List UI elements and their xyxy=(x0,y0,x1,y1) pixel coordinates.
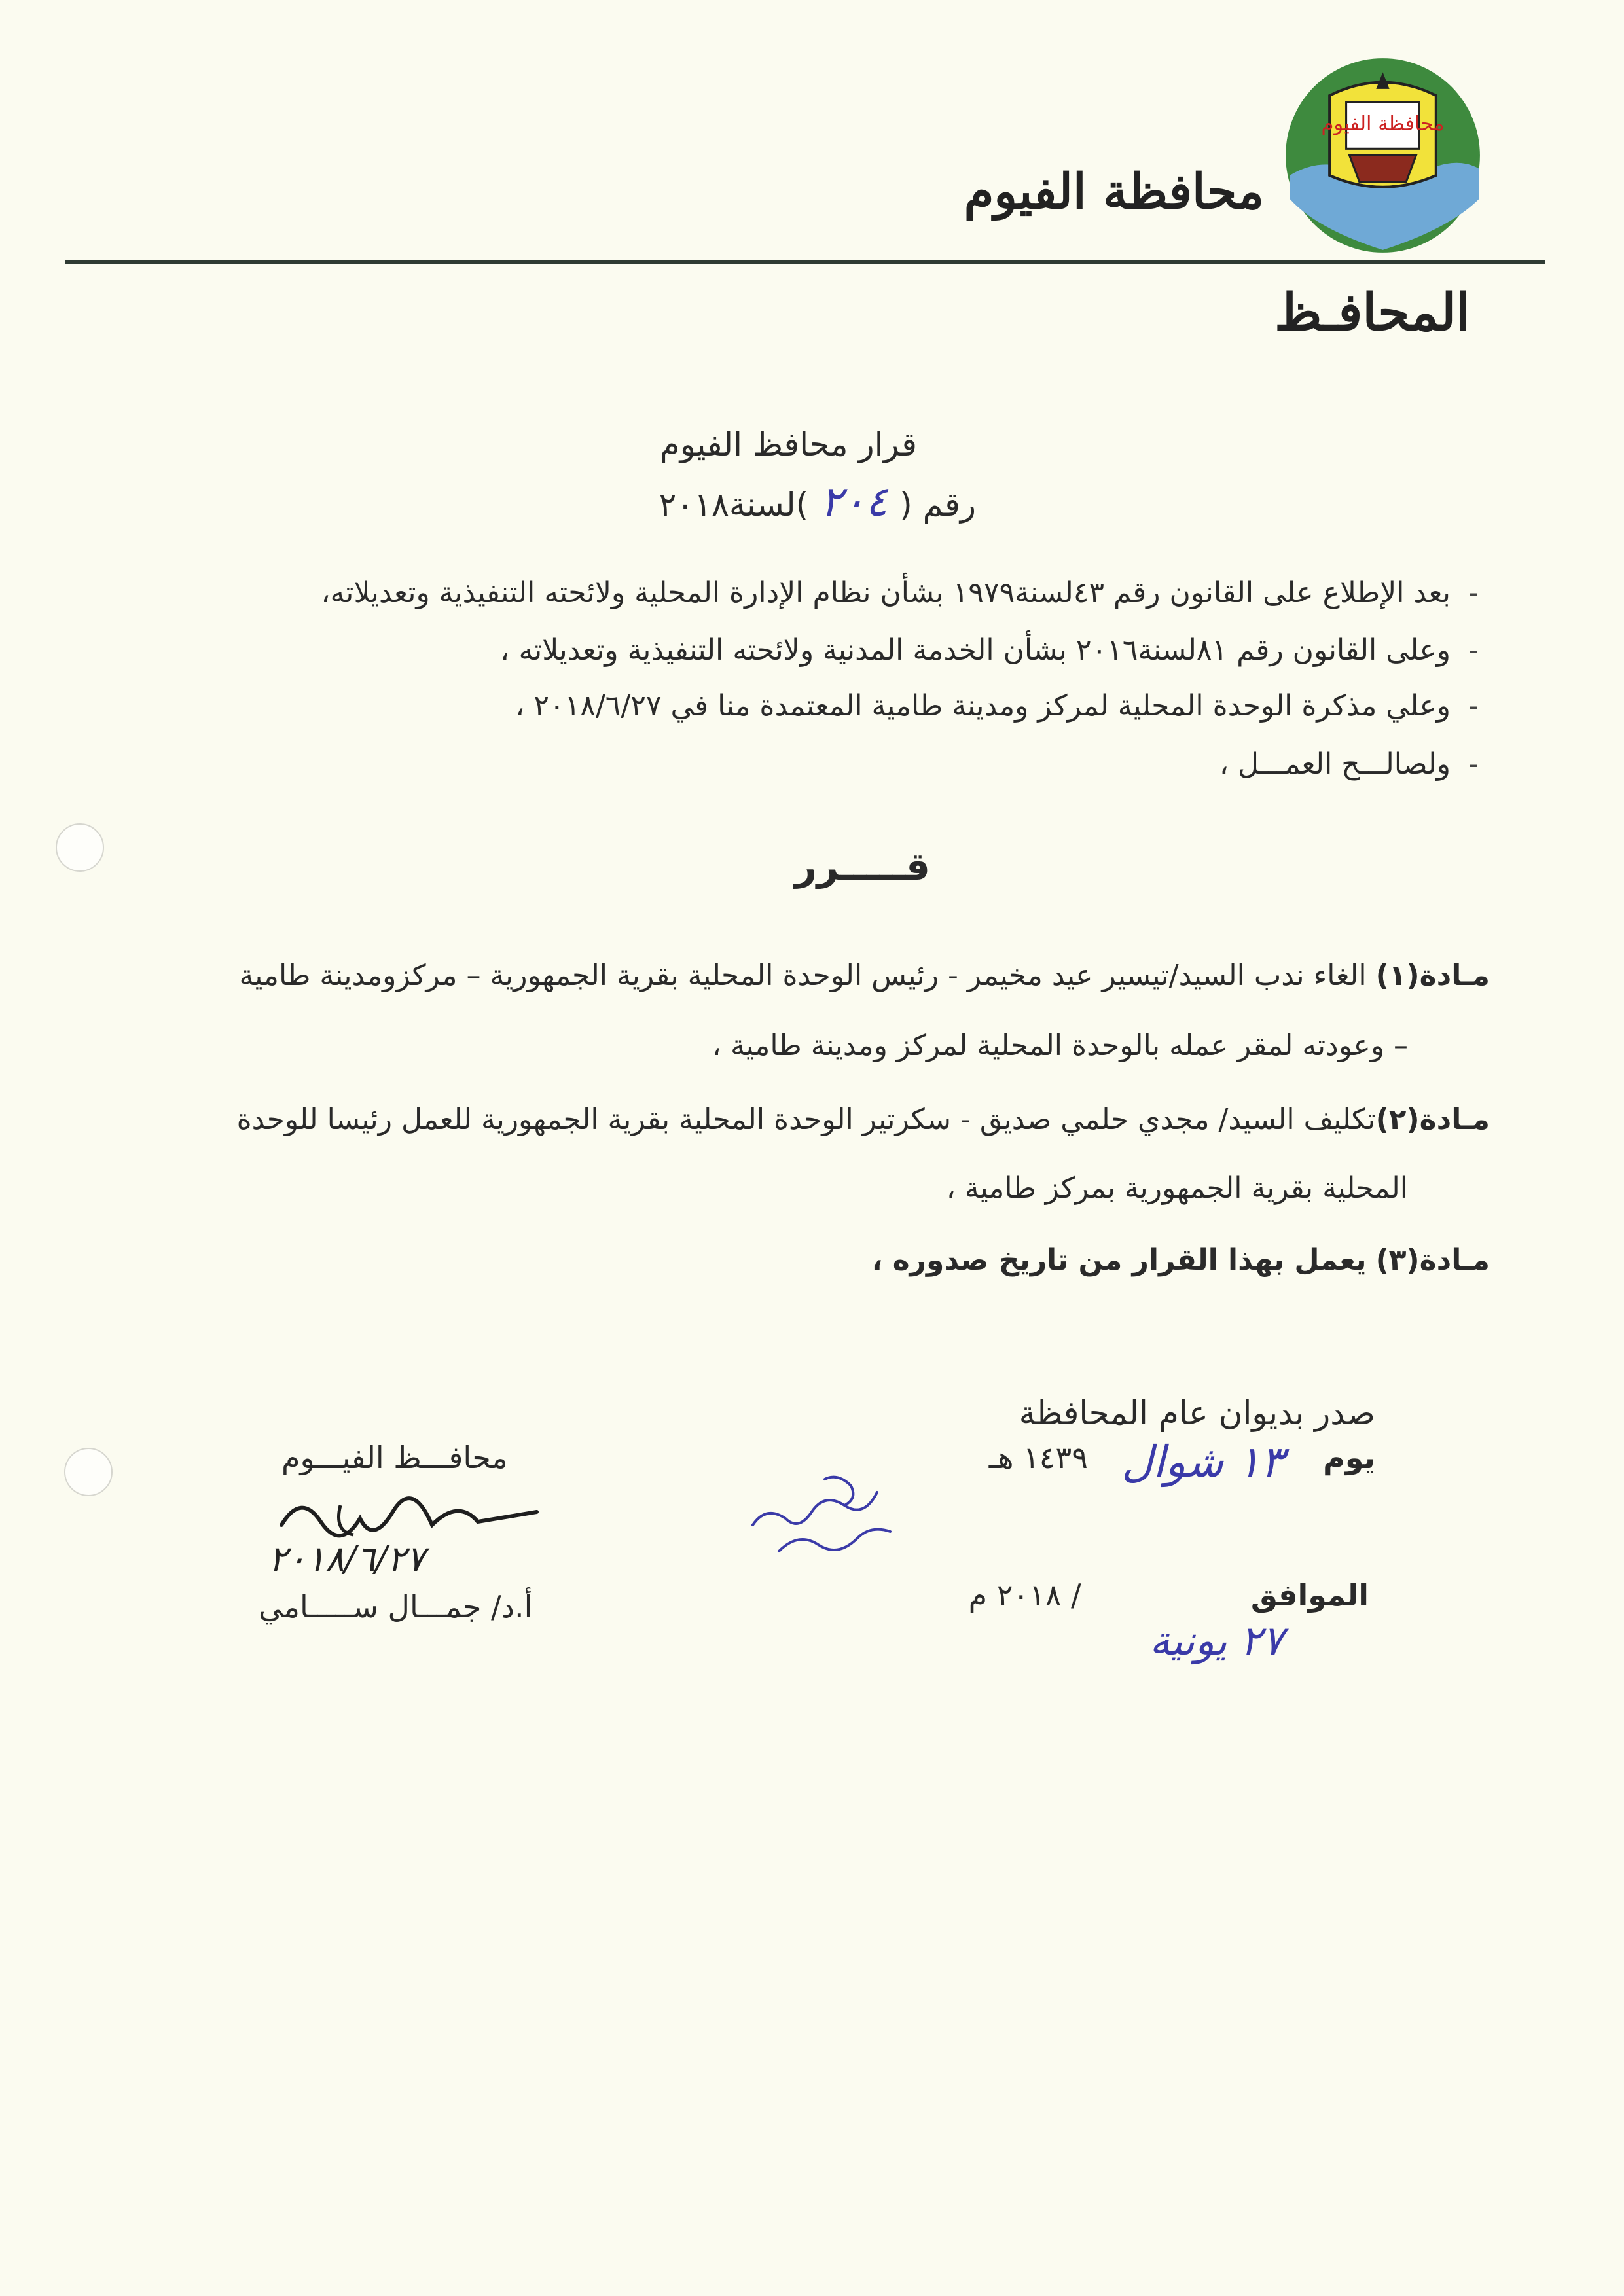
signature-date-handwritten: ٢٠١٨/٦/٢٧ xyxy=(268,1538,425,1579)
governorate-logo xyxy=(1283,56,1483,255)
preamble-item xyxy=(500,634,1496,667)
signatory-name: أ.د/ جمـــال ســـــامي xyxy=(259,1589,533,1624)
article-text: تكليف السيد/ مجدي حلمي صديق - سكرتير الوحدة المحلية بقرية الجمهورية للعمل رئيسا للوحدة xyxy=(236,1103,1376,1136)
punch-hole xyxy=(56,823,104,872)
article-1 xyxy=(240,959,1490,992)
bullet-dash: - xyxy=(1468,689,1479,723)
article-2 xyxy=(237,1103,1490,1136)
article-label: مـادة(١) xyxy=(1375,959,1490,992)
hijri-date-handwritten: ١٣ شوال xyxy=(1121,1437,1284,1487)
day-label: يوم xyxy=(1323,1440,1375,1475)
decides-heading: قـــــرر xyxy=(795,844,930,889)
decision-number-handwritten: ٢٠٤ xyxy=(820,478,888,526)
margin-annotation xyxy=(740,1466,910,1577)
bullet-dash: - xyxy=(1468,747,1479,781)
article-label: مـادة(٣) xyxy=(1375,1244,1490,1277)
article-text: الغاء ندب السيد/تيسير عيد مخيمر - رئيس الوحدة المحلية بقرية الجمهورية – مركزومدينة طامية xyxy=(239,959,1367,992)
preamble-item xyxy=(1219,747,1496,781)
logo-text: محافظة الفيوم xyxy=(1321,112,1445,135)
hijri-year: ١٤٣٩ هـ xyxy=(988,1440,1088,1475)
gregorian-year: / ٢٠١٨ م xyxy=(968,1577,1081,1613)
preamble-text: بعد الإطلاع على القانون رقم ٤٣لسنة١٩٧٩ بشأن نظام الإدارة المحلية ولائحته التنفيذية وتعديلاته، xyxy=(321,576,1451,609)
preamble-text: وعلى القانون رقم ٨١لسنة٢٠١٦ بشأن الخدمة المدنية ولائحته التنفيذية وتعديلاته ، xyxy=(500,634,1451,667)
preamble-item xyxy=(515,689,1496,723)
bullet-dash: - xyxy=(1468,576,1479,609)
signature-title: محافـــظ الفيـــوم xyxy=(281,1440,508,1475)
article-3 xyxy=(872,1244,1490,1277)
article-label: مـادة(٢) xyxy=(1375,1103,1490,1136)
decision-title: قرار محافظ الفيوم xyxy=(659,425,917,463)
article-2-continued: المحلية بقرية الجمهورية بمركز طامية ، xyxy=(946,1172,1408,1205)
article-text: يعمل بهذا القرار من تاريخ صدوره ، xyxy=(871,1244,1367,1277)
header-divider xyxy=(65,260,1545,264)
gregorian-date-line xyxy=(969,1577,1369,1613)
punch-hole xyxy=(64,1448,113,1496)
preamble-item xyxy=(321,576,1496,609)
article-1-continued: – وعودته لمقر عمله بالوحدة المحلية لمركز ومدينة طامية ، xyxy=(712,1029,1408,1062)
governorate-name: محافظة الفيوم xyxy=(964,164,1264,220)
bullet-dash: - xyxy=(1468,634,1479,667)
agreed-label: الموافق xyxy=(1250,1577,1369,1613)
preamble-text: وعلي مذكرة الوحدة المحلية لمركز ومدينة طامية المعتمدة منا في ٢٠١٨/٦/٢٧ ، xyxy=(515,689,1451,723)
issued-at: صدر بديوان عام المحافظة xyxy=(1019,1394,1375,1432)
decision-number-prefix: رقم ( xyxy=(899,486,976,524)
decision-number-suffix: )لسنة٢٠١٨ xyxy=(659,486,809,524)
gregorian-date-handwritten: ٢٧ يونية xyxy=(1149,1617,1284,1664)
governor-title: المحافـظ xyxy=(1274,283,1470,342)
decision-number xyxy=(659,478,976,526)
preamble-text: ولصالـــح العمـــل ، xyxy=(1219,747,1451,781)
